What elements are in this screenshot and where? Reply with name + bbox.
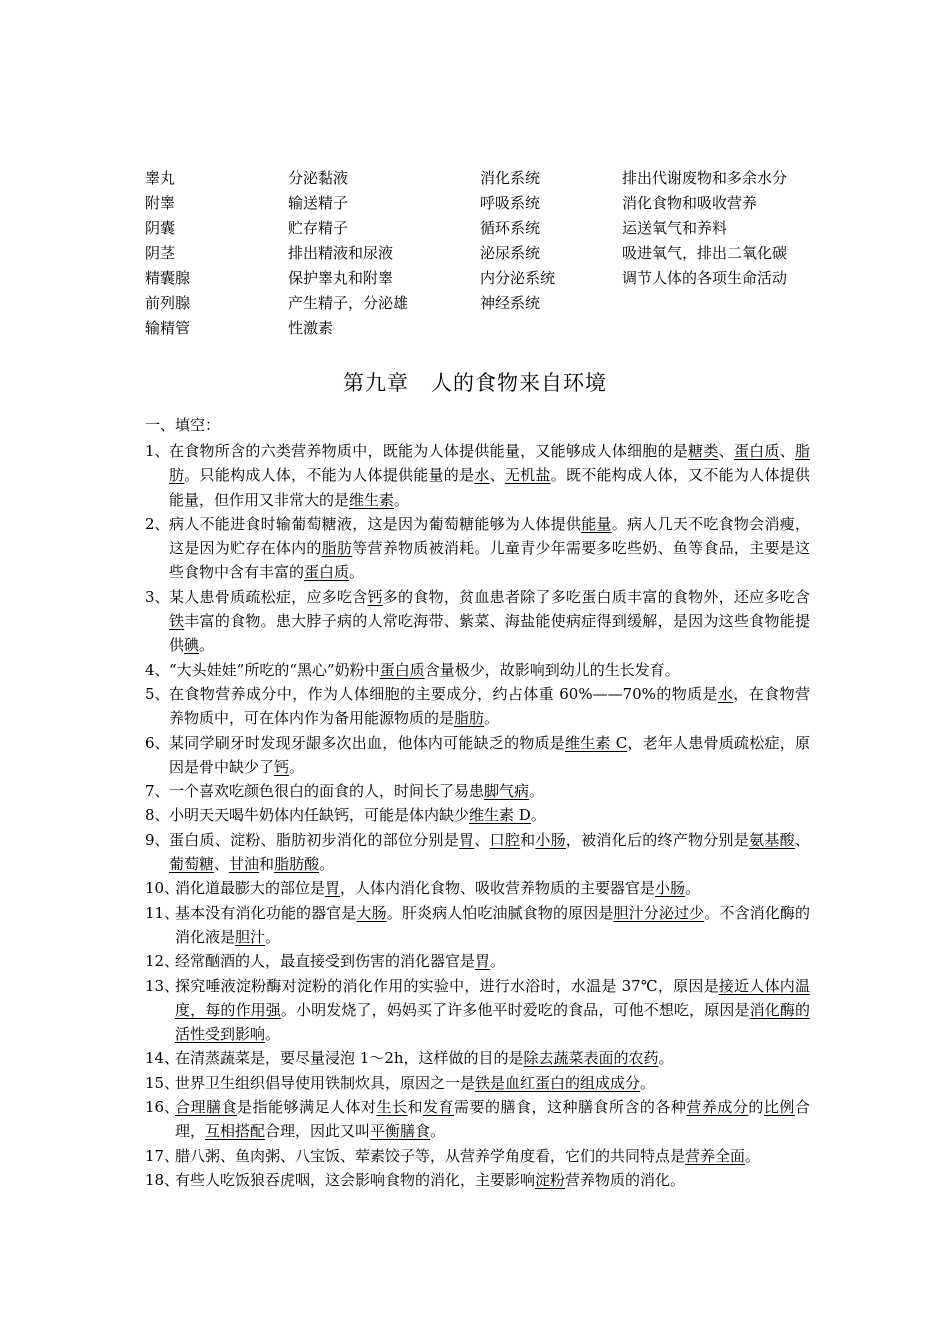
question-text: 探究唾液淀粉酶对淀粉的消化作用的实验中，进行水浴时，水温是 37℃，原因是 xyxy=(175,976,719,995)
answer-blank: 维生素 xyxy=(349,490,395,509)
question-text: 、 xyxy=(474,830,490,849)
question-text: 是指能够满足人体对 xyxy=(237,1098,377,1117)
question-item xyxy=(145,1095,810,1144)
match-cell: 循环系统 xyxy=(480,219,541,237)
match-cell: 排出精液和尿液 xyxy=(288,244,394,262)
question-text: 和 xyxy=(259,855,275,874)
question-text: 合理， xyxy=(175,1098,810,1141)
question-text: 、 xyxy=(214,855,230,874)
question-text: ，人体内消化食物、吸收营养物质的主要器官是 xyxy=(340,879,656,898)
match-row xyxy=(145,216,825,241)
question-list xyxy=(145,439,810,1192)
question-text: 。病人几天不吃食物会消瘦，这是因为贮存在体内的 xyxy=(169,514,810,558)
answer-blank: 营养成分 xyxy=(686,1098,749,1117)
question-item xyxy=(145,512,810,585)
question-number: 16、 xyxy=(145,1098,180,1117)
match-cell: 输精管 xyxy=(145,319,191,337)
question-text: 。 xyxy=(394,490,410,509)
question-text: 在食物营养成分中，作为人体细胞的主要成分，约占体重 60%——70%的物质是 xyxy=(169,684,718,703)
question-number: 2、 xyxy=(145,514,170,533)
question-text: 的 xyxy=(748,1098,764,1117)
match-cell: 消化系统 xyxy=(480,169,541,187)
answer-blank: 大肠 xyxy=(356,903,387,922)
answer-blank: 铁 xyxy=(169,612,185,631)
question-text: 蛋白质、淀粉、脂肪初步消化的部位分别是 xyxy=(169,830,460,849)
question-number: 7、 xyxy=(145,782,170,801)
question-text: 。 xyxy=(289,757,305,776)
question-item xyxy=(145,658,810,682)
question-text: 病人不能进食时输葡萄糖液，这是因为葡萄糖能够为人体提供 xyxy=(169,514,582,533)
question-item xyxy=(145,949,810,973)
match-cell: 输送精子 xyxy=(288,194,349,212)
question-text: 基本没有消化功能的器官是 xyxy=(175,903,357,922)
match-cell: 神经系统 xyxy=(480,294,541,312)
question-number: 11、 xyxy=(145,903,180,922)
match-row xyxy=(145,191,825,216)
answer-blank: 钙 xyxy=(274,757,290,776)
answer-blank: 钙 xyxy=(367,587,383,606)
question-text: 。 xyxy=(484,709,500,728)
question-number: 1、 xyxy=(145,442,170,460)
match-cell: 分泌黏液 xyxy=(288,169,349,187)
answer-blank: 除去蔬菜表面的农药 xyxy=(523,1049,659,1068)
question-text: 。 xyxy=(658,1049,674,1068)
question-text: 一个喜欢吃颜色很白的面食的人，时间长了易患 xyxy=(169,782,485,801)
answer-blank: 淀粉 xyxy=(535,1170,566,1189)
question-number: 13、 xyxy=(145,976,180,995)
question-text: 有些人吃饭狼吞虎咽，这会影响食物的消化，主要影响 xyxy=(175,1170,536,1189)
match-cell: 性激素 xyxy=(288,319,334,337)
question-text: 、 xyxy=(779,442,795,460)
question-text: 。 xyxy=(349,563,365,582)
question-number: 10、 xyxy=(145,879,180,898)
question-text: 在清蒸蔬菜是，要尽量浸泡 1～2h，这样做的目的是 xyxy=(175,1049,524,1068)
question-item xyxy=(145,828,810,877)
match-cell: 调节人体的各项生命活动 xyxy=(622,269,788,287)
question-item xyxy=(145,974,810,1047)
question-text: “大头娃娃”所吃的“黑心”奶粉中 xyxy=(169,660,380,679)
question-text: 需要的膳食，这种膳食所含的各种 xyxy=(453,1098,687,1117)
answer-blank: 胃 xyxy=(475,952,491,971)
match-row xyxy=(145,166,825,191)
answer-blank: 蛋白质 xyxy=(379,660,425,679)
question-text: 含量极少，故影响到幼儿的生长发育。 xyxy=(424,660,680,679)
question-item xyxy=(145,876,810,900)
question-text: 某人患骨质疏松症，应多吃含 xyxy=(169,587,368,606)
question-number: 18、 xyxy=(145,1170,180,1189)
question-text: 。 xyxy=(685,879,701,898)
question-number: 4、 xyxy=(145,660,170,679)
answer-blank: 脚气病 xyxy=(484,782,530,801)
answer-blank: 胃 xyxy=(459,830,475,849)
question-text: 营养物质的消化。 xyxy=(565,1170,686,1189)
match-cell: 贮存精子 xyxy=(288,219,349,237)
question-number: 8、 xyxy=(145,806,170,825)
question-number: 12、 xyxy=(145,952,180,971)
answer-blank: 口腔 xyxy=(489,830,521,849)
answer-blank: 脂肪 xyxy=(169,442,810,485)
question-item xyxy=(145,439,810,512)
question-text: 。 xyxy=(530,806,546,825)
match-cell: 产生精子，分泌雄 xyxy=(288,294,409,312)
question-text: 在食物所含的六类营养物质中，既能为人体提供能量，又能够成人体细胞的是 xyxy=(169,442,689,460)
answer-blank: 蛋白质 xyxy=(304,563,350,582)
question-text: 世界卫生组织倡导使用铁制炊具，原因之一是 xyxy=(175,1073,476,1092)
question-text: 。只能构成人体，不能为人体提供能量的是 xyxy=(184,466,475,485)
answer-blank: 维生素 D xyxy=(469,806,531,825)
question-number: 14、 xyxy=(145,1049,180,1068)
question-item xyxy=(145,1144,810,1168)
answer-blank: 无机盐 xyxy=(504,466,551,485)
question-number: 3、 xyxy=(145,587,170,606)
question-text: 消化道最膨大的部位是 xyxy=(175,879,326,898)
answer-blank: 小肠 xyxy=(655,879,686,898)
match-cell: 前列腺 xyxy=(145,294,191,312)
match-cell: 阴茎 xyxy=(145,244,176,262)
answer-blank: 胆汁 xyxy=(235,927,266,946)
section-heading: 一、填空： xyxy=(145,416,221,434)
question-text: 经常酗酒的人，最直接受到伤害的消化器官是 xyxy=(175,952,476,971)
question-item xyxy=(145,585,810,658)
question-item xyxy=(145,901,810,950)
question-text: 。小明发烧了，妈妈买了许多他平时爱吃的食品，可他不想吃，原因是 xyxy=(280,1000,750,1019)
answer-blank: 接近人体内温度，每的作用强 xyxy=(175,976,810,1019)
answer-blank: 小肠 xyxy=(535,830,566,849)
question-text: 。 xyxy=(430,1122,446,1141)
match-cell: 呼吸系统 xyxy=(480,194,541,212)
matching-table xyxy=(145,166,825,341)
question-item xyxy=(145,682,810,731)
answer-blank: 葡萄糖 xyxy=(169,855,215,874)
question-text: 。 xyxy=(319,855,335,874)
question-number: 17、 xyxy=(145,1146,180,1165)
question-text: 等营养物质被消耗。儿童青少年需要多吃些奶、鱼等食品，主要是这些食物中含有丰富的 xyxy=(169,539,810,582)
answer-blank: 营养全面 xyxy=(685,1146,746,1165)
answer-blank: 互相搭配 xyxy=(205,1122,266,1141)
question-item xyxy=(145,803,810,827)
match-row xyxy=(145,291,825,316)
answer-blank: 水 xyxy=(474,466,490,485)
match-cell: 排出代谢废物和多余水分 xyxy=(622,169,788,187)
answer-blank: 能量 xyxy=(581,514,612,533)
question-text: 。 xyxy=(265,1025,281,1044)
match-cell: 吸进氧气，排出二氧化碳 xyxy=(622,244,788,262)
question-number: 15、 xyxy=(145,1073,180,1092)
question-text: 。 xyxy=(745,1146,761,1165)
question-text: 。 xyxy=(199,636,215,655)
question-text: 。 xyxy=(490,952,506,971)
match-cell: 阴囊 xyxy=(145,219,176,237)
question-item xyxy=(145,1071,810,1095)
match-cell: 精囊腺 xyxy=(145,269,191,287)
answer-blank: 发育 xyxy=(422,1098,454,1117)
question-item xyxy=(145,731,810,780)
answer-blank: 水 xyxy=(717,684,734,703)
question-number: 6、 xyxy=(145,733,170,752)
question-text: 腊八粥、鱼肉粥、八宝饭、荤素饺子等，从营养学角度看，它们的共同特点是 xyxy=(175,1146,686,1165)
answer-blank: 胃 xyxy=(325,879,341,898)
question-text: 小明天天喝牛奶体内任缺钙，可能是体内缺少 xyxy=(169,806,470,825)
question-item xyxy=(145,779,810,803)
question-text: 某同学刷牙时发现牙龈多次出血，他体内可能缺乏的物质是 xyxy=(169,733,566,752)
answer-blank: 糖类 xyxy=(688,442,719,460)
question-text: ，老年人患骨质疏松症，原因是骨中缺少了 xyxy=(169,733,810,776)
answer-blank: 脂肪酸 xyxy=(274,855,320,874)
match-row xyxy=(145,316,825,341)
answer-blank: 脂肪 xyxy=(321,539,353,558)
match-cell: 保护睾丸和附睾 xyxy=(288,269,394,287)
question-text: 和 xyxy=(520,830,536,849)
answer-blank: 蛋白质 xyxy=(733,442,780,460)
match-row xyxy=(145,266,825,291)
question-item xyxy=(145,1046,810,1070)
match-cell: 内分泌系统 xyxy=(480,269,556,287)
answer-blank: 消化酶的活性受到影响 xyxy=(175,1000,810,1044)
answer-blank: 平衡膳食 xyxy=(370,1122,431,1141)
question-text: 多的食物，贫血患者除了多吃蛋白质丰富的食物外，还应多吃含 xyxy=(382,587,810,606)
question-text: 。 xyxy=(265,927,281,946)
question-text: 、 xyxy=(489,466,505,485)
answer-blank: 比例 xyxy=(763,1098,795,1117)
question-text: 。 xyxy=(640,1073,656,1092)
question-item xyxy=(145,1168,810,1192)
answer-blank: 铁是血红蛋白的组成成分 xyxy=(475,1073,641,1092)
question-number: 5、 xyxy=(145,684,170,703)
question-text: 。 xyxy=(529,782,545,801)
match-cell: 泌尿系统 xyxy=(480,244,541,262)
answer-blank: 胆汁分泌过少 xyxy=(613,903,705,922)
question-number: 9、 xyxy=(145,830,170,849)
answer-blank: 碘 xyxy=(184,636,200,655)
answer-blank: 维生素 C xyxy=(565,733,628,752)
question-text: 。肝炎病人怕吃油腻食物的原因是 xyxy=(386,903,614,922)
question-text: 、 xyxy=(794,830,810,849)
match-row xyxy=(145,241,825,266)
question-text: 。不含消化酶的消化液是 xyxy=(175,903,810,946)
answer-blank: 脂肪 xyxy=(454,709,485,728)
question-text: 。既不能构成人体，又不能为人体提供能量，但作用又非常大的是 xyxy=(169,466,810,509)
question-text: 、 xyxy=(718,442,734,460)
question-text: ，被消化后的终产物分别是 xyxy=(565,830,750,849)
question-text: 丰富的食物。患大脖子病的人常吃海带、紫菜、海盐能使病症得到缓解，是因为这些食物能提供 xyxy=(169,612,810,655)
question-text: 合理，因此又叫 xyxy=(265,1122,371,1141)
chapter-title: 第九章 人的食物来自环境 xyxy=(343,371,607,395)
answer-blank: 氨基酸 xyxy=(749,830,795,849)
answer-blank: 甘油 xyxy=(229,855,260,874)
match-cell: 附睾 xyxy=(145,194,176,212)
answer-blank: 生长 xyxy=(376,1098,408,1117)
match-cell: 消化食物和吸收营养 xyxy=(622,194,758,212)
match-cell: 运送氧气和养料 xyxy=(622,219,728,237)
question-text: ，在食物营养物质中，可在体内作为备用能源物质的是 xyxy=(169,684,810,728)
answer-blank: 合理膳食 xyxy=(175,1098,237,1117)
question-text: 和 xyxy=(407,1098,423,1117)
match-cell: 睾丸 xyxy=(145,169,176,187)
